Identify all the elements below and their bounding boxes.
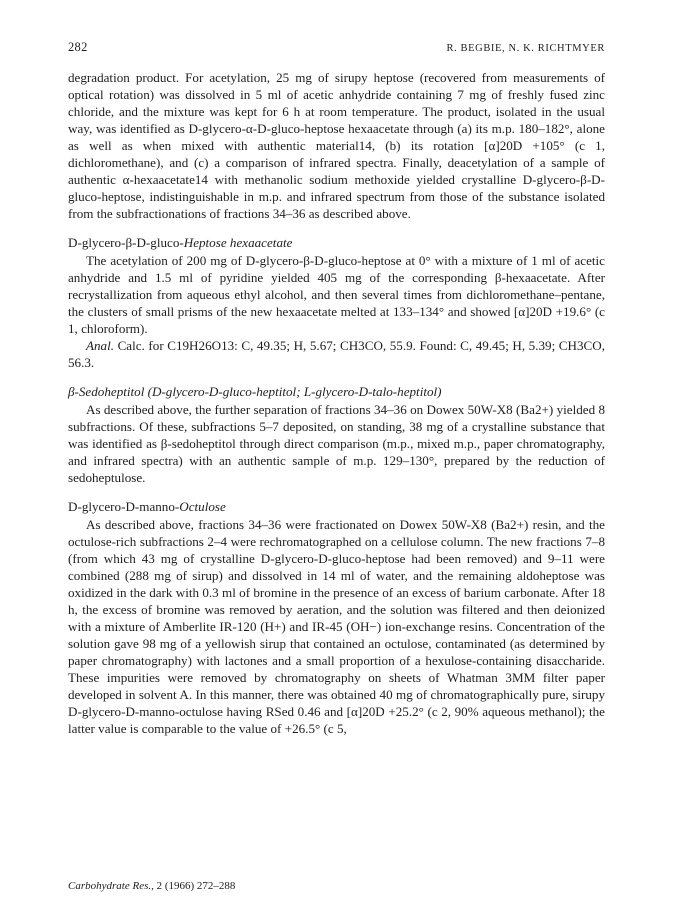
heading-title: Octulose	[179, 499, 226, 514]
heading-title: Heptose hexaacetate	[183, 235, 293, 250]
journal-citation: 2 (1966) 272–288	[153, 880, 236, 892]
analysis-label: Anal.	[86, 338, 115, 353]
heading-title: β-Sedoheptitol (D-glycero-D-gluco-heptitol; L-glycero-D-talo-heptitol)	[68, 384, 442, 399]
page	[68, 40, 605, 737]
journal-footer	[68, 880, 235, 892]
section-heading-octulose	[68, 498, 605, 515]
paragraph-analysis	[68, 337, 605, 371]
paragraph-acetylation-continued: degradation product. For acetylation, 25 mg of sirupy heptose (recovered from measurements of optical rotation) was dissolved in 5 ml of acetic anhydride containing 7 mg of freshly fused zinc chloride, and the mixture was kept for 6 h at room temperature. The product, isolated in the usual way, was identified as D-glycero-α-D-gluco-heptose hexaacetate through (a) its m.p. 180–182°, alone as well as when mixed with authentic material14, (b) its rotation [α]20D +105° (c 1, dichloromethane), and (c) a comparison of infrared spectra. Finally, deacetylation of a sample of authentic α-hexaacetate14 with methanolic sodium methoxide yielded crystalline D-glycero-β-D-gluco-heptose, indistinguishable in m.p. and infrared spectrum from those of the substance isolated from the subfractionations of fractions 34–36 as described above.	[68, 70, 605, 221]
running-head-authors: R. BEGBIE, N. K. RICHTMYER	[446, 43, 605, 54]
section-heading-sedoheptitol	[68, 383, 605, 400]
paragraph-sedoheptitol: As described above, the further separation of fractions 34–36 on Dowex 50W-X8 (Ba2+) yielded 8 subfractions. Of these, subfractions 5–7 deposited, on standing, 38 mg of a crystalline substance that was identified as β-sedoheptitol through direct comparison (m.p., mixed m.p., paper chromatography, and infrared spectra) with an authentic sample of m.p. 129–130°, prepared by the reduction of sedoheptulose.	[68, 402, 605, 485]
paragraph-octulose: As described above, fractions 34–36 were fractionated on Dowex 50W-X8 (Ba2+) resin, and the octulose-rich subfractions 2–4 were rechromatographed on a cellulose column. The new fractions 7–8 (from which 43 mg of crystalline D-glycero-D-gluco-heptose had been removed) and 9–11 were combined (288 mg of sirup) and dissolved in 14 ml of water, and the remaining aldoheptose was oxidized in the dark with 0.3 ml of bromine in the presence of an excess of barium carbonate. After 18 h, the excess of bromine was removed by aeration, and the solution was filtered and then deionized with a mixture of Amberlite IR-120 (H+) and IR-45 (OH−) ion-exchange resins. Concentration of the solution gave 98 mg of a yellowish sirup that contained an octulose, contaminated (as determined by paper chromatography) with lactones and a small proportion of a hexulose-containing disaccharide. These impurities were removed by chromatography on sheets of Whatman 3MM filter paper developed in solvent A. In this manner, there was obtained 40 mg of chromatographically pure, sirupy D-glycero-D-manno-octulose having RSed 0.46 and [α]20D +25.2° (c 2, 90% aqueous methanol); the latter value is comparable to the value of +26.5° (c 5,	[68, 517, 605, 736]
running-header	[68, 40, 605, 55]
paragraph-hexaacetate: The acetylation of 200 mg of D-glycero-β-D-gluco-heptose at 0° with a mixture of 1 ml of acetic anhydride and 1.5 ml of pyridine yielded 405 mg of the corresponding β-hexaacetate. After recrystallization from aqueous ethyl alcohol, and then several times from dichloromethane–pentane, the clusters of small prisms of the new hexaacetate melted at 133–134° and showed [α]20D +19.6° (c 1, chloroform).	[68, 253, 605, 336]
journal-name: Carbohydrate Res.,	[68, 880, 154, 892]
heading-prefix: D-glycero-D-manno-	[68, 499, 180, 514]
section-heading-heptose-hexaacetate	[68, 234, 605, 251]
page-number: 282	[68, 40, 88, 54]
heading-prefix: D-glycero-β-D-gluco-	[68, 235, 184, 250]
analysis-text: Calc. for C19H26O13: C, 49.35; H, 5.67; CH3CO, 55.9. Found: C, 49.45; H, 5.39; CH3CO, 56.3.	[68, 338, 605, 370]
